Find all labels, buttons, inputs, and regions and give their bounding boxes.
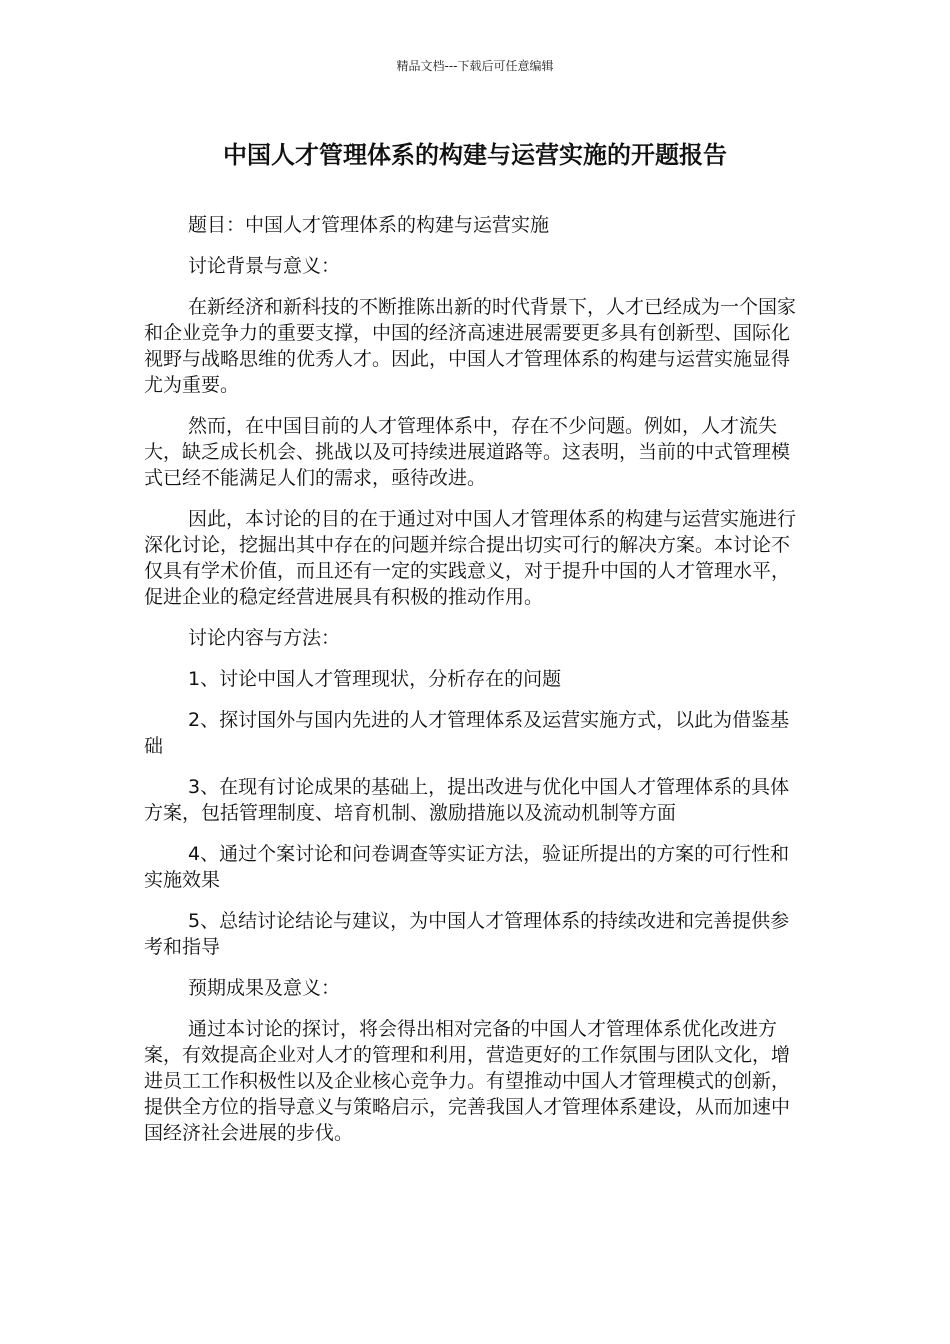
method-item-4: 4、通过个案讨论和问卷调查等实证方法，验证所提出的方案的可行性和实施效果 [144,843,790,891]
method-item-2: 2、探讨国外与国内先进的人才管理体系及运营实施方式，以此为借鉴基础 [144,709,790,757]
background-paragraph-3: 因此，本讨论的目的在于通过对中国人才管理体系的构建与运营实施进行深化讨论，挖掘出其中存在的问题并综合提出切实可行的解决方案。本讨论不仅具有学术价值，而且还有一定的实践意义，对于提升中国的人才管理水平，促进企业的稳定经营进展具有积极的推动作用。 [144,508,797,608]
section-heading-outcomes: 预期成果及意义： [188,977,341,999]
background-paragraph-2: 然而，在中国目前的人才管理体系中，存在不少问题。例如，人才流失大，缺乏成长机会、挑战以及可持续进展道路等。这表明，当前的中式管理模式已经不能满足人们的需求，亟待改进。 [144,415,791,489]
header-note: 精品文档---下载后可任意编辑 [396,59,554,73]
method-item-5: 5、总结讨论结论与建议，为中国人才管理体系的持续改进和完善提供参考和指导 [144,910,790,958]
document-title: 中国人才管理体系的构建与运营实施的开题报告 [223,141,727,169]
section-heading-methods: 讨论内容与方法： [188,627,341,649]
outcomes-paragraph: 通过本讨论的探讨，将会得出相对完备的中国人才管理体系优化改进方案，有效提高企业对人才的管理和利用，营造更好的工作氛围与团队文化，增进员工工作积极性以及企业核心竞争力。有望推动中国人才管理模式的创新，提供全方位的指导意义与策略启示，完善我国人才管理体系建设，从而加速中国经济社会进展的步伐。 [144,1018,791,1144]
background-paragraph-1: 在新经济和新科技的不断推陈出新的时代背景下，人才已经成为一个国家和企业竞争力的重要支撑，中国的经济高速进展需要更多具有创新型、国际化视野与战略思维的优秀人才。因此，中国人才管理体系的构建与运营实施显得尤为重要。 [144,296,797,396]
method-item-1: 1、讨论中国人才管理现状，分析存在的问题 [188,668,562,690]
topic-paragraph: 题目：中国人才管理体系的构建与运营实施 [188,214,550,236]
method-item-3: 3、在现有讨论成果的基础上，提出改进与优化中国人才管理体系的具体方案，包括管理制度、培育机制、激励措施以及流动机制等方面 [144,776,790,824]
section-heading-background: 讨论背景与意义： [188,255,341,277]
document-body [144,212,807,1161]
